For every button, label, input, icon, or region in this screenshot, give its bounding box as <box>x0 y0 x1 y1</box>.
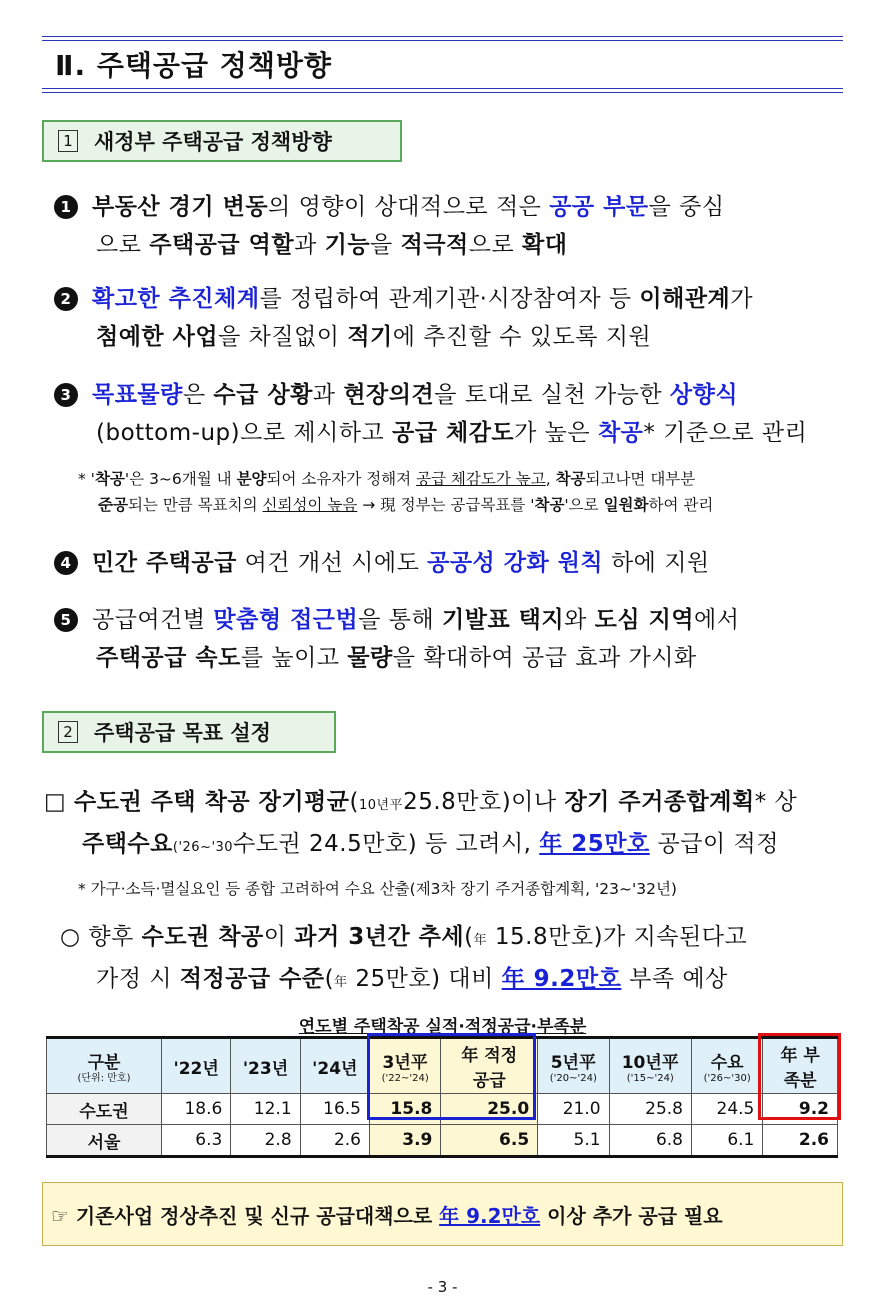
text-run: 적정공급 수준 <box>179 966 325 992</box>
table-caption-text: 연도별 주택착공 실적·적정공급·부족분 <box>298 1017 587 1037</box>
item-number-icon: 2 <box>54 287 78 311</box>
text-run: 수도권 24.5만호) 등 고려시, <box>233 831 540 857</box>
text-run: 하여 관리 <box>648 496 714 514</box>
table-cell: 24.5 <box>692 1094 763 1125</box>
section1-box <box>42 120 402 162</box>
table-header-cell <box>231 1038 300 1094</box>
item-line <box>54 601 844 639</box>
item-line <box>54 414 844 452</box>
text-run: 을 토대로 실천 가능한 <box>434 382 670 408</box>
header-label: 구분 <box>87 1053 121 1073</box>
highlight-blue-box <box>367 1033 536 1120</box>
square-line-1 <box>44 783 844 825</box>
section1-title: 새정부 주택공급 정책방향 <box>94 130 332 154</box>
text-run: 여건 개선 시에도 <box>236 550 428 576</box>
table-header-cell <box>692 1038 763 1094</box>
item-number-icon: 4 <box>54 551 78 575</box>
item-line <box>54 280 844 318</box>
text-run: 수도권 착공 <box>141 924 264 950</box>
table-cell: 6.1 <box>692 1125 763 1157</box>
table-header-cell <box>47 1038 162 1094</box>
table-header-cell <box>609 1038 691 1094</box>
text-run: 첨예한 사업 <box>96 324 219 350</box>
item-number-icon: 5 <box>54 608 78 632</box>
table-cell: 3.9 <box>369 1125 440 1157</box>
text-run: 준공 <box>98 496 128 514</box>
header-label: '22년 <box>173 1058 219 1079</box>
circle-bullet <box>60 918 844 1002</box>
square-bullet <box>44 783 844 867</box>
text-run: 에 추진할 수 있도록 지원 <box>392 324 652 350</box>
table-cell: 2.6 <box>763 1125 838 1157</box>
text-run: 과거 3년간 추세 <box>294 924 465 950</box>
text-run: 공급 체감도 <box>392 420 515 446</box>
table-cell: 21.0 <box>538 1094 609 1125</box>
table-cell: 6.3 <box>162 1125 231 1157</box>
section2-title: 주택공급 목표 설정 <box>94 721 271 745</box>
header-sublabel: (단위: 만호) <box>77 1073 131 1084</box>
section1-number: 1 <box>58 130 78 152</box>
item-line <box>54 188 844 226</box>
table-cell: 6.8 <box>609 1125 691 1157</box>
text-run: 맞춤형 접근법 <box>213 607 359 633</box>
text-run: 과 <box>312 382 344 408</box>
text-run: 도심 지역 <box>594 607 695 633</box>
table-cell: 5.1 <box>538 1125 609 1157</box>
text-run: 年 25만호 <box>539 831 650 857</box>
text-run: 의 영향이 상대적으로 적은 <box>268 194 550 220</box>
text-run: 목표물량 <box>92 382 183 408</box>
header-label: 3년平 <box>382 1053 428 1073</box>
text-run: 가 <box>730 286 753 312</box>
text-run: 물량 <box>347 645 393 671</box>
text-run: 와 <box>564 607 595 633</box>
text-run: 으로 <box>96 232 150 258</box>
item-line <box>54 544 844 582</box>
text-run: 되고나면 대부분 <box>585 470 696 488</box>
note-construction <box>78 466 848 518</box>
item-line <box>54 226 844 264</box>
text-run: → 現 정부는 공급목표를 ' <box>357 496 535 514</box>
text-run: 주택공급 속도 <box>96 645 241 671</box>
text-run: 착공 <box>94 470 125 488</box>
table-header-cell <box>162 1038 231 1094</box>
text-run: 年 9.2만호 <box>501 966 622 992</box>
header-sublabel: ('20~'24) <box>549 1073 597 1084</box>
text-run: ( <box>324 966 335 992</box>
table-cell: 수도권 <box>47 1094 162 1125</box>
text-run: 하에 지원 <box>603 550 710 576</box>
text-run: 확대 <box>521 232 568 258</box>
text-run: 가정 시 <box>96 966 180 992</box>
text-run: 에서 <box>694 607 740 633</box>
text-run: 주택수요 <box>82 831 173 857</box>
text-run: '은 3~6개월 내 <box>124 470 237 488</box>
text-run: 25만호) 대비 <box>347 966 502 992</box>
text-run: 되어 소유자가 정해져 <box>266 470 417 488</box>
page-number: - 3 - <box>427 1278 458 1296</box>
table-cell: 12.1 <box>231 1094 300 1125</box>
header-label: 수요 <box>710 1053 744 1073</box>
text-run: ( <box>349 789 359 815</box>
circle-line-1 <box>60 918 844 960</box>
text-run: , <box>545 470 556 488</box>
note-line-1 <box>78 466 848 492</box>
header-label: 5년平 <box>550 1053 596 1073</box>
text-run: 신뢰성이 높음 <box>262 496 358 514</box>
item-line <box>54 376 844 414</box>
table-cell: 2.8 <box>231 1125 300 1157</box>
square-line-2 <box>44 825 844 867</box>
text-run: 확고한 추진체계 <box>92 286 260 312</box>
text-run: 이상 추가 공급 필요 <box>540 1203 723 1228</box>
text-run: 年 <box>334 975 348 990</box>
text-run: 공급이 적정 <box>649 831 779 857</box>
table-header-cell <box>538 1038 609 1094</box>
note-demand: * 가구·소득·멸실요인 등 종합 고려하여 수요 산출(제3차 장기 주거종합계획, '23~'32년) <box>78 880 677 898</box>
numbered-item <box>54 280 844 356</box>
text-run: 장기 주거종합계획 <box>564 789 755 815</box>
text-run: (bottom-up)으로 제시하고 <box>96 420 393 446</box>
item-number-icon: 3 <box>54 383 78 407</box>
table-cell: 18.6 <box>162 1094 231 1125</box>
text-run: 을 확대하여 공급 효과 가시화 <box>392 645 697 671</box>
text-run: 적극적 <box>400 232 469 258</box>
table-cell: 16.5 <box>300 1094 369 1125</box>
table-row <box>47 1125 838 1157</box>
text-run: 부족 예상 <box>621 966 728 992</box>
text-run: 공공성 강화 원칙 <box>427 550 604 576</box>
conclusion-box <box>42 1182 843 1246</box>
text-run: 이해관계 <box>639 286 731 312</box>
highlight-red-box <box>758 1033 841 1120</box>
text-run: 과 <box>294 232 325 258</box>
table-header-cell <box>300 1038 369 1094</box>
text-run: 기발표 택지 <box>442 607 565 633</box>
text-run: ('26~'30 <box>172 840 234 855</box>
page-title: Ⅱ. 주택공급 정책방향 <box>55 49 332 82</box>
numbered-item <box>54 601 844 677</box>
text-run: 상향식 <box>669 382 739 408</box>
text-run: 이 <box>263 924 295 950</box>
text-run: 수급 상황 <box>213 382 313 408</box>
text-run: ○ 향후 <box>60 924 142 950</box>
table-cell: 6.5 <box>441 1125 538 1157</box>
text-run: * 기준으로 관리 <box>643 420 808 446</box>
header-label: '24년 <box>312 1058 358 1079</box>
text-run: 25.8만호)이나 <box>403 789 565 815</box>
numbered-item <box>54 376 844 452</box>
section2-number: 2 <box>58 721 78 743</box>
item-line <box>54 318 844 356</box>
table-cell: 9.2 <box>763 1094 838 1125</box>
text-run: 으로 <box>468 232 522 258</box>
text-run: 가 높은 <box>514 420 598 446</box>
text-run: 10년平 <box>358 798 404 813</box>
table-cell: 2.6 <box>300 1125 369 1157</box>
header-sublabel: ('15~'24) <box>626 1073 674 1084</box>
table-cell: 25.8 <box>609 1094 691 1125</box>
text-run: 공공 부문 <box>549 194 649 220</box>
text-run: 공급 체감도가 높고 <box>416 470 546 488</box>
text-run: 은 <box>182 382 214 408</box>
header-sublabel: ('26~'30) <box>703 1073 751 1084</box>
text-run: 일원화 <box>603 496 649 514</box>
header-label: 年 부족분 <box>780 1046 820 1091</box>
section2-box <box>42 711 336 753</box>
header-label: 年 적정공급 <box>461 1046 518 1091</box>
text-run: 15.8만호)가 지속된다고 <box>487 924 748 950</box>
text-run: '으로 <box>564 496 604 514</box>
circle-line-2 <box>60 960 844 1002</box>
text-run: * ' <box>78 470 95 488</box>
text-run: 을 중심 <box>648 194 725 220</box>
text-run: □ <box>44 789 75 815</box>
text-run: 분양 <box>236 470 267 488</box>
text-run: 을 차질없이 <box>218 324 348 350</box>
text-run: 적기 <box>347 324 393 350</box>
text-run: 착공 <box>597 420 644 446</box>
numbered-item <box>54 544 844 582</box>
text-run: 를 높이고 <box>240 645 348 671</box>
conclusion-text <box>51 1200 723 1229</box>
text-run: 부동산 경기 변동 <box>92 194 269 220</box>
header-sublabel: ('22~'24) <box>381 1073 429 1084</box>
text-run: 을 통해 <box>358 607 443 633</box>
text-run: ☞ 기존사업 정상추진 및 신규 공급대책으로 <box>51 1203 440 1228</box>
item-line <box>54 639 844 677</box>
text-run: 年 <box>473 933 488 948</box>
text-run: 현장의견 <box>343 382 435 408</box>
text-run: 주택공급 역할 <box>149 232 295 258</box>
text-run: 기능 <box>324 232 371 258</box>
numbered-item <box>54 188 844 264</box>
table-cell: 15.8 <box>369 1094 440 1125</box>
item-number-icon: 1 <box>54 195 78 219</box>
note-line-2 <box>78 492 848 518</box>
text-run: 착공 <box>555 470 586 488</box>
text-run: 되는 만큼 목표치의 <box>127 496 263 514</box>
table-cell: 서울 <box>47 1125 162 1157</box>
text-run: ( <box>464 924 474 950</box>
text-run: 공급여건별 <box>92 607 214 633</box>
text-run: 을 <box>370 232 401 258</box>
text-run: * 상 <box>754 789 798 815</box>
text-run: 수도권 주택 착공 장기평균 <box>74 789 350 815</box>
text-run: 착공 <box>534 496 565 514</box>
header-rule-bottom <box>42 88 843 93</box>
text-run: 민간 주택공급 <box>92 550 237 576</box>
header-label: 10년平 <box>621 1053 679 1073</box>
text-run: 를 정립하여 관계기관·시장참여자 등 <box>259 286 640 312</box>
header-rule-top <box>42 36 843 41</box>
header-label: '23년 <box>242 1058 289 1079</box>
table-cell: 25.0 <box>441 1094 538 1125</box>
text-run: 年 9.2만호 <box>439 1203 541 1228</box>
